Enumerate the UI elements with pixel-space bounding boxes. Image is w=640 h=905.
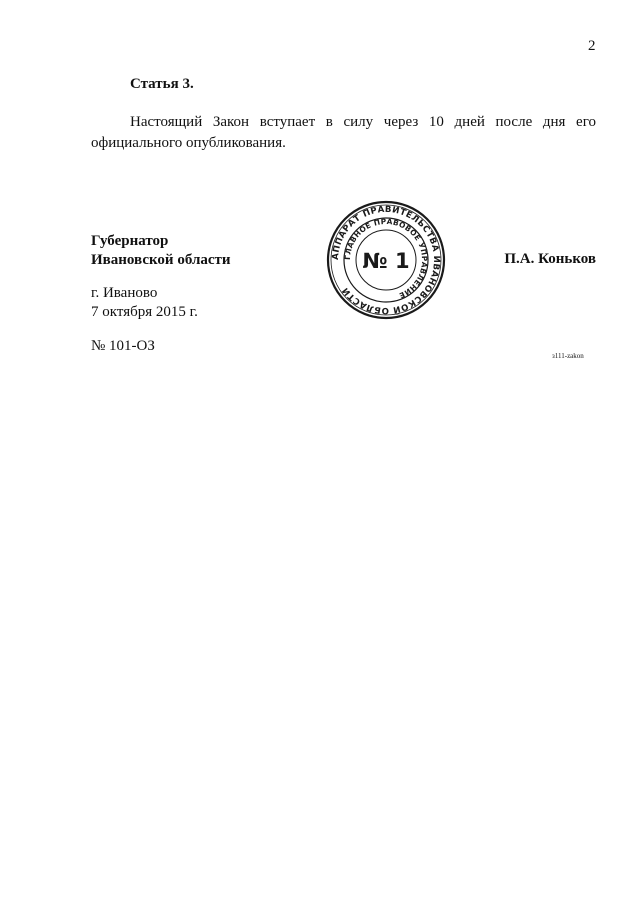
signatory-name: П.А. Коньков bbox=[504, 251, 596, 267]
signatory-title-line-1: Губернатор bbox=[91, 233, 169, 249]
signatory-title bbox=[91, 232, 231, 270]
file-code: з111-zakon bbox=[552, 352, 584, 360]
seal-outer-text: АППАРАТ ПРАВИТЕЛЬСТВА ИВАНОВСКОЙ ОБЛАСТИ bbox=[330, 204, 442, 316]
place-and-date bbox=[91, 284, 198, 322]
seal-inner-text: ГЛАВНОЕ ПРАВОВОЕ УПРАВЛЕНИЕ bbox=[342, 216, 430, 301]
article-heading: Статья 3. bbox=[130, 76, 194, 92]
law-number: № 101-ОЗ bbox=[91, 338, 155, 354]
page-number: 2 bbox=[588, 38, 596, 54]
official-seal bbox=[326, 200, 446, 320]
article-text: Настоящий Закон вступает в силу через 10 дней после дня его официального опубликования. bbox=[91, 114, 596, 151]
date: 7 октября 2015 г. bbox=[91, 304, 198, 320]
signatory-title-line-2: Ивановской области bbox=[91, 252, 231, 268]
seal-number: № 1 bbox=[362, 249, 410, 273]
place: г. Иваново bbox=[91, 285, 158, 301]
